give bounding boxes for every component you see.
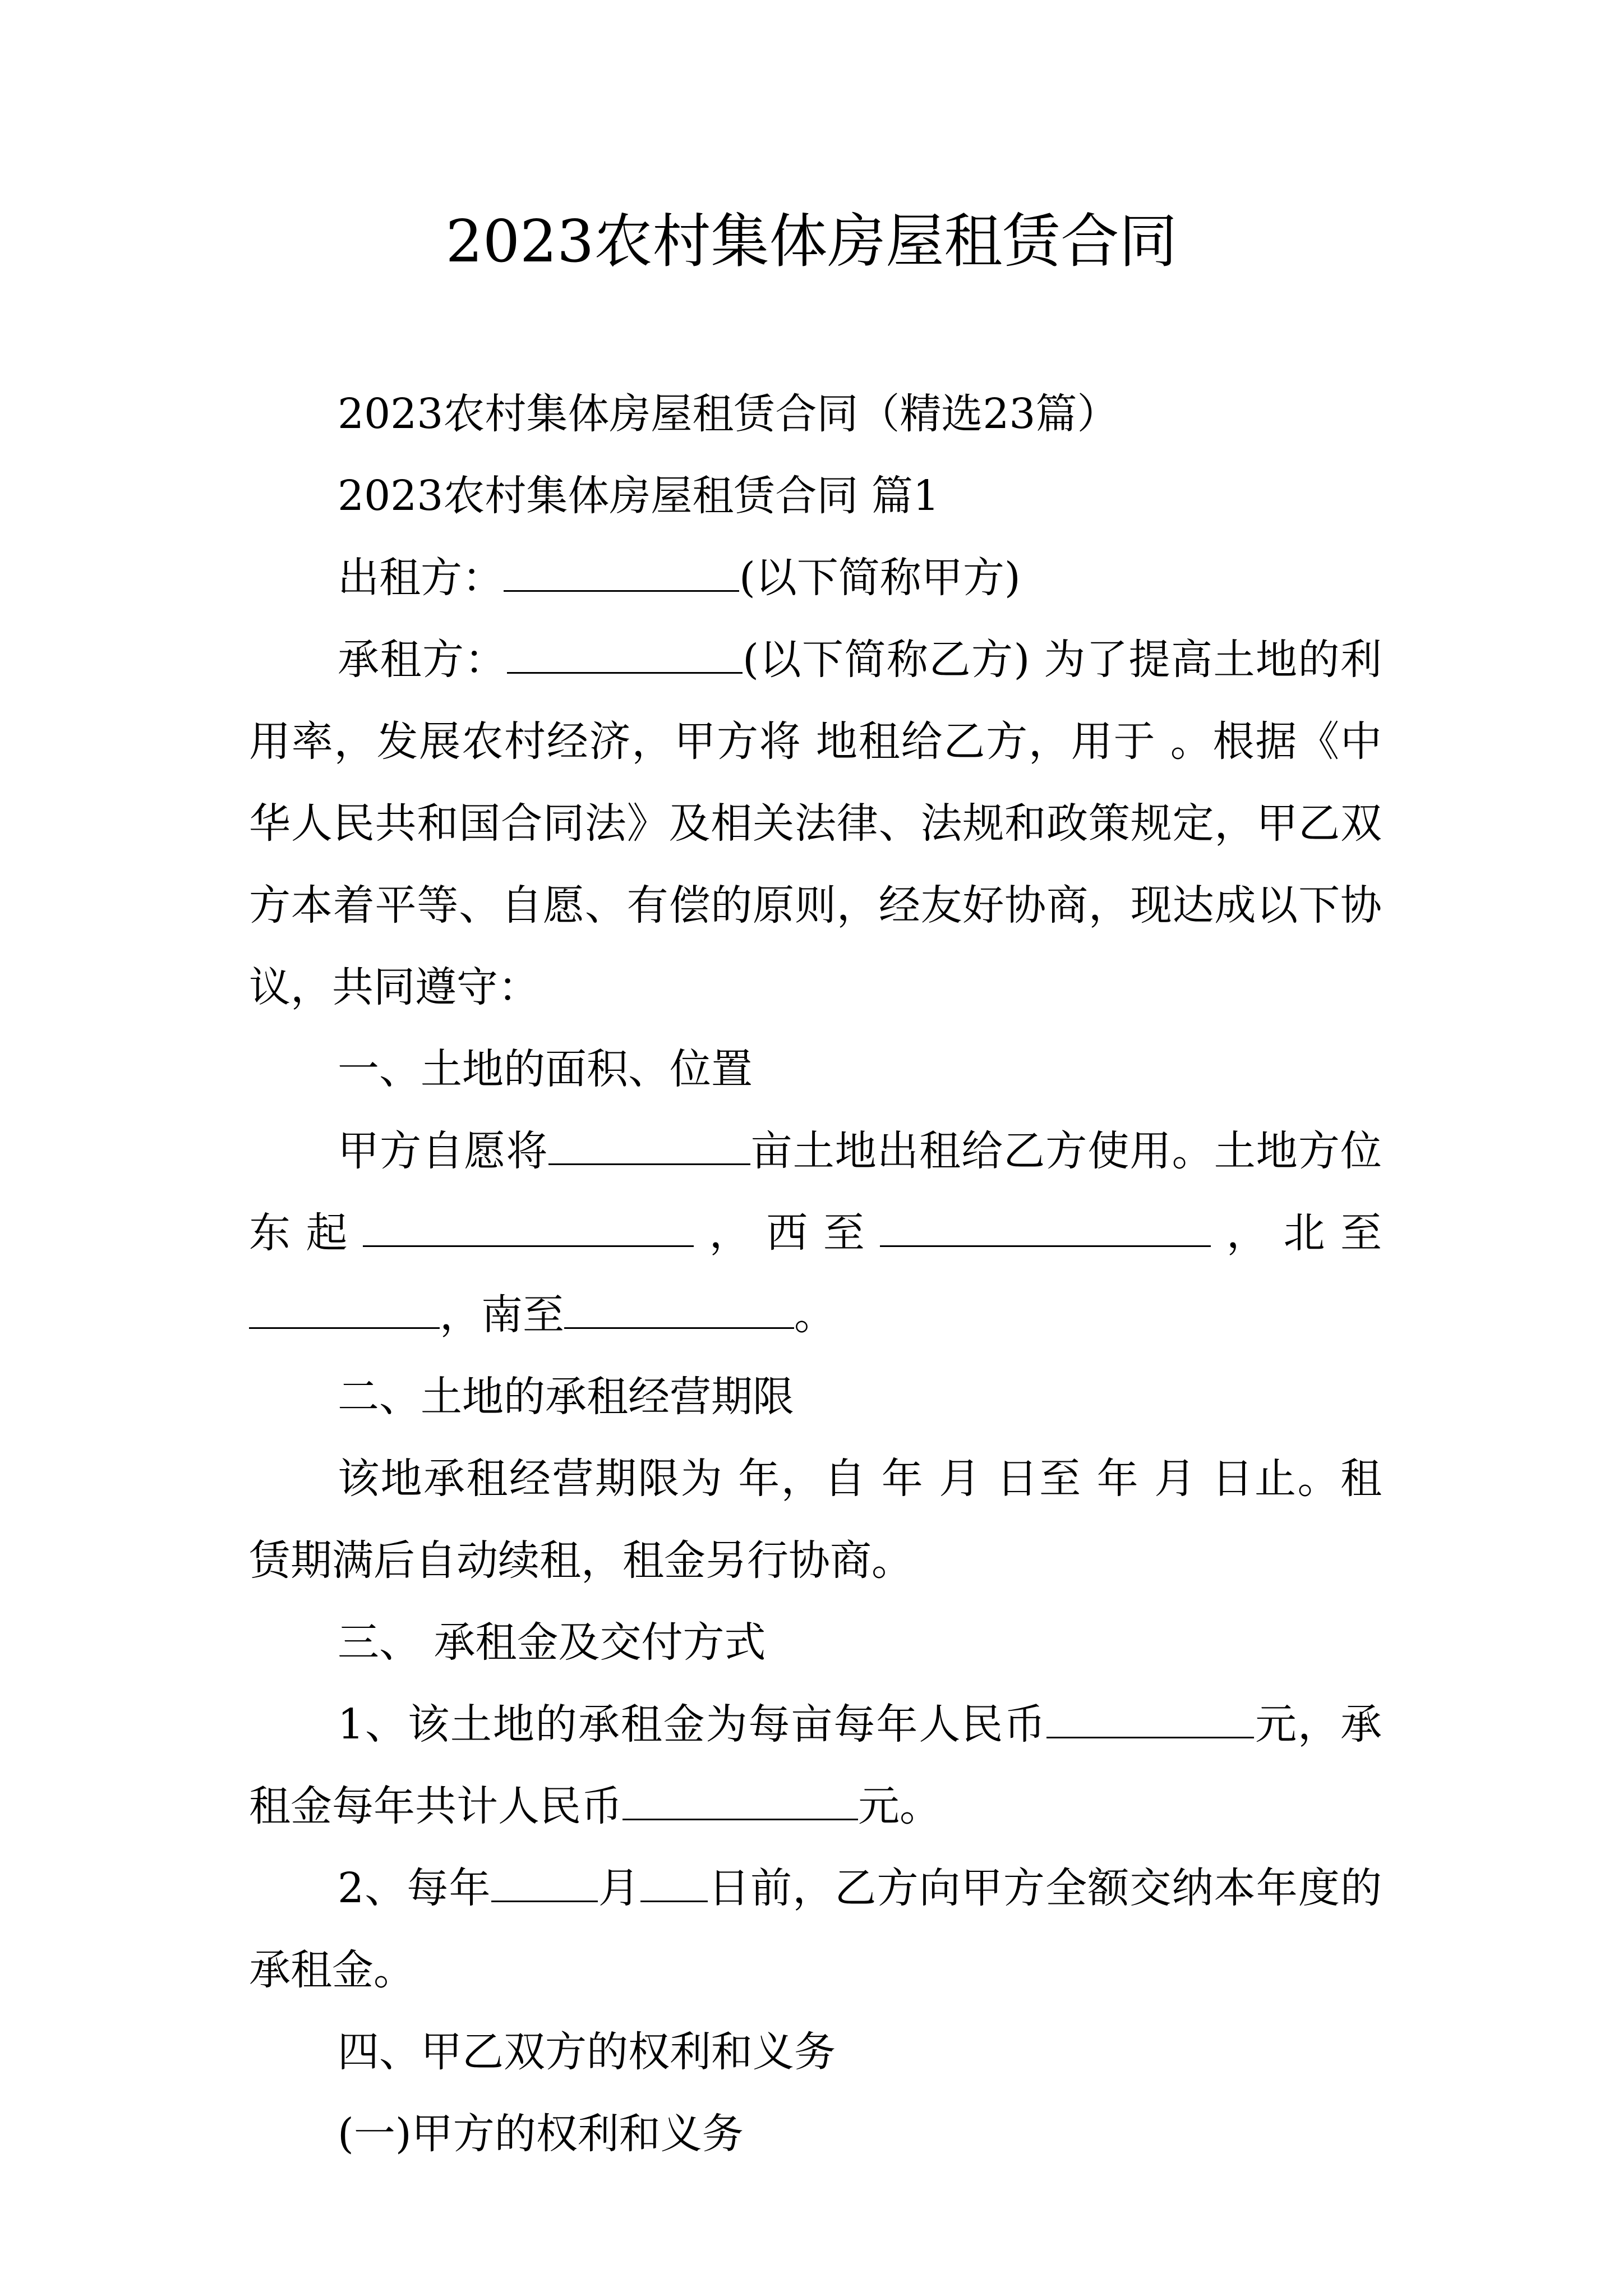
lessor-label: 出租方： — [338, 554, 504, 602]
east-blank — [363, 1209, 694, 1247]
month-blank — [491, 1865, 598, 1902]
section3-item1-b: 元，承租金每年共计人民币 — [249, 1700, 1382, 1830]
lessor-blank — [504, 554, 739, 592]
lessee-text: (以下简称乙方) 为了提高土地的利用率，发展农村经济，甲方将 地租给乙方，用于 。根据《中华人民共和国合同法》及相关法律、法规和政策规定，甲乙双方本着平等、自愿、有偿的原则，经友好协商，现达成以下协议，共同遵守： — [249, 636, 1382, 1011]
section1-paragraph — [249, 1110, 1382, 1356]
section1-text-d: ，北至 — [1211, 1209, 1382, 1257]
day-blank — [640, 1865, 708, 1902]
section3-item1-a: 1、该土地的承租金为每亩每年人民币 — [338, 1700, 1047, 1749]
section3-heading: 三、 承租金及交付方式 — [338, 1618, 766, 1667]
section3-item2-a: 2、每年 — [338, 1864, 491, 1912]
section2-heading: 二、土地的承租经营期限 — [338, 1373, 794, 1421]
lessee-label: 承租方： — [338, 636, 508, 684]
document-body — [249, 373, 1382, 2175]
section1-text-f: 。 — [794, 1291, 836, 1339]
section2-text: 该地承租经营期限为 年，自 年 月 日至 年 月 日止。租赁期满后自动续租，租金另行协商。 — [249, 1455, 1382, 1585]
section1-text-a: 甲方自愿将 — [338, 1127, 548, 1175]
section1-text-b: 亩土地出租给乙方使用。土地方位东起 — [249, 1127, 1382, 1257]
section1-text-e: ，南至 — [440, 1291, 564, 1339]
lessor-line — [249, 537, 1382, 619]
section1-heading: 一、土地的面积、位置 — [338, 1045, 753, 1093]
south-blank — [564, 1291, 794, 1329]
section4-heading: 四、甲乙双方的权利和义务 — [338, 2028, 836, 2076]
section1-text-c: ，西至 — [694, 1209, 880, 1257]
rent-per-mu-blank — [1046, 1701, 1254, 1738]
area-blank — [548, 1128, 750, 1165]
section3-item2 — [249, 1847, 1382, 2011]
lessor-suffix: (以下简称甲方) — [739, 554, 1021, 602]
part-heading: 2023农村集体房屋租赁合同 篇1 — [338, 472, 939, 520]
lessee-blank — [507, 636, 743, 674]
section3-item1-c: 元。 — [858, 1782, 941, 1830]
west-blank — [880, 1209, 1211, 1247]
section3-item2-b: 月 — [597, 1864, 640, 1912]
document-title: 2023农村集体房屋租赁合同 — [445, 207, 1178, 275]
north-blank — [249, 1291, 440, 1329]
section3-item1 — [249, 1683, 1382, 1847]
section3-item2-c: 日前，乙方向甲方全额交纳本年度的承租金。 — [249, 1864, 1382, 1994]
lessee-paragraph — [249, 619, 1382, 1028]
rent-total-blank — [623, 1783, 858, 1820]
subtitle: 2023农村集体房屋租赁合同（精选23篇） — [338, 390, 1119, 438]
section4-sub1: (一)甲方的权利和义务 — [338, 2110, 744, 2158]
